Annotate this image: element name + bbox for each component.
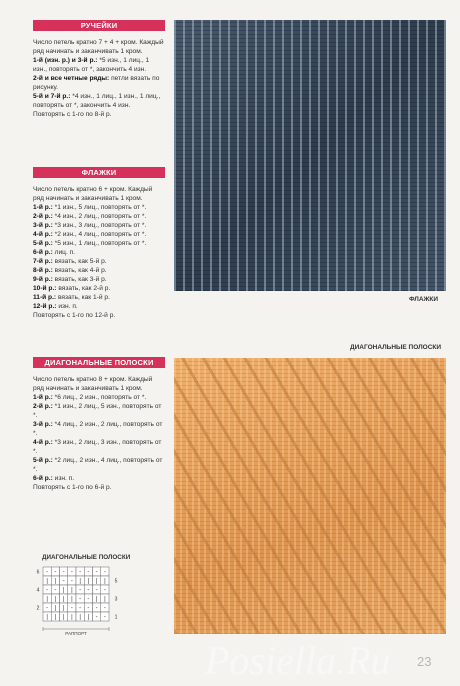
row-text: изн. п. xyxy=(52,475,75,482)
chart-symbol: | xyxy=(79,578,81,585)
chart-symbol: - xyxy=(79,587,82,594)
chart-symbol: - xyxy=(87,587,90,594)
instruction-line xyxy=(33,248,165,257)
instruction-line xyxy=(33,474,165,483)
instruction-line xyxy=(33,275,165,284)
instruction-line xyxy=(33,92,165,110)
chart-title: ДИАГОНАЛЬНЫЕ ПОЛОСКИ xyxy=(42,554,131,561)
chart-symbol: | xyxy=(54,578,57,585)
row-text: Повторять с 1-го по 12-й р. xyxy=(33,312,116,319)
row-label: 1-й (изн. р.) и 3-й р.: xyxy=(33,57,98,64)
chart-symbol: | xyxy=(46,578,48,585)
row-text: вязать, как 4-й р. xyxy=(52,267,107,274)
instruction-line xyxy=(33,420,165,438)
row-text: вязать, как 1-й р. xyxy=(56,294,110,301)
chart-symbol: | xyxy=(54,596,57,603)
row-text: вязать, как 5-й р. xyxy=(52,258,107,265)
instruction-line xyxy=(33,284,165,293)
repeat-label: РАППОРТ xyxy=(65,631,87,636)
row-number-right: 1 xyxy=(114,614,118,621)
instruction-line xyxy=(33,221,165,230)
row-label: 5-й и 7-й р.: xyxy=(33,93,71,100)
section-diagonal xyxy=(33,357,165,492)
row-label: 10-й р.: xyxy=(33,285,57,292)
row-text: *4 изн., 2 лиц., повторять от *. xyxy=(52,213,147,220)
chart-symbol: | xyxy=(62,596,65,603)
row-text: *1 изн., 2 лиц., 5 изн., повторять от *. xyxy=(33,403,162,419)
row-number-left: 6 xyxy=(36,569,40,576)
instruction-line xyxy=(33,438,165,456)
row-text: *2 лиц., 2 изн., 4 лиц., повторять от *. xyxy=(33,457,163,473)
chart-symbol: - xyxy=(103,587,106,594)
chart-symbol: | xyxy=(62,614,65,621)
row-text: Число петель кратно 8 + кром. Каждый ряд начинать и заканчивать 1 кром. xyxy=(33,376,153,392)
row-label: 5-й р.: xyxy=(33,457,53,464)
row-label: 6-й р.: xyxy=(33,249,53,256)
chart-symbol: - xyxy=(95,569,98,576)
section-instructions xyxy=(33,185,165,320)
instruction-line xyxy=(33,375,165,393)
chart-symbol: | xyxy=(46,596,48,603)
row-number-right: 5 xyxy=(114,578,118,585)
row-label: 5-й р.: xyxy=(33,240,53,247)
chart-symbol: | xyxy=(87,614,90,621)
chart-symbol: - xyxy=(95,605,98,612)
row-text: *1 изн., 5 лиц., повторять от *. xyxy=(52,204,147,211)
row-text: петли вязать по рисунку. xyxy=(33,75,160,91)
chart-symbol: - xyxy=(54,587,57,594)
row-text: Число петель кратно 6 + кром. Каждый ряд начинать и заканчивать 1 кром. xyxy=(33,186,153,202)
chart-symbol: | xyxy=(71,614,73,621)
chart-symbol: | xyxy=(54,605,57,612)
instruction-line xyxy=(33,203,165,212)
row-label: 1-й р.: xyxy=(33,204,53,211)
instruction-line xyxy=(33,74,165,92)
chart-symbol: | xyxy=(62,587,65,594)
instruction-line xyxy=(33,293,165,302)
chart-symbol: - xyxy=(70,578,73,585)
row-label: 9-й р.: xyxy=(33,276,53,283)
instruction-line xyxy=(33,257,165,266)
instruction-line xyxy=(33,483,165,492)
chart-symbol: - xyxy=(103,605,106,612)
section-heading: РУЧЕЙКИ xyxy=(33,20,165,31)
section-heading: ФЛАЖКИ xyxy=(33,167,165,178)
instruction-line xyxy=(33,393,165,402)
chart-symbol: - xyxy=(87,569,90,576)
photo-caption-diagonal: ДИАГОНАЛЬНЫЕ ПОЛОСКИ xyxy=(350,344,442,351)
chart-symbol: - xyxy=(62,578,65,585)
row-label: 7-й р.: xyxy=(33,258,53,265)
instruction-line xyxy=(33,456,165,474)
section-rucheyki xyxy=(33,20,165,119)
row-text: вязать, как 3-й р. xyxy=(52,276,107,283)
chart-symbol: - xyxy=(62,569,65,576)
row-text: изн. п. xyxy=(56,303,78,310)
instruction-line xyxy=(33,239,165,248)
chart-symbol: | xyxy=(71,596,73,603)
knit-sample-photo-flazhki xyxy=(174,20,446,291)
chart-symbol: - xyxy=(87,605,90,612)
row-label: 3-й р.: xyxy=(33,222,53,229)
instruction-line xyxy=(33,302,165,311)
instruction-line xyxy=(33,402,165,420)
section-instructions xyxy=(33,375,165,492)
chart-symbol: | xyxy=(95,596,98,603)
chart-symbol: - xyxy=(46,587,49,594)
row-text: *4 лиц., 2 изн., 2 лиц., повторять от *. xyxy=(33,421,163,437)
row-text: лиц. п. xyxy=(52,249,76,256)
chart-symbol: - xyxy=(70,569,73,576)
instruction-line xyxy=(33,311,165,320)
chart-symbol: | xyxy=(87,578,90,585)
instruction-line xyxy=(33,212,165,221)
chart-symbol: - xyxy=(87,596,90,603)
row-text: *3 изн., 3 лиц., повторять от *. xyxy=(52,222,147,229)
row-text: *2 изн., 4 лиц., повторять от *. xyxy=(52,231,147,238)
chart-symbol: - xyxy=(46,569,49,576)
instruction-line xyxy=(33,185,165,203)
section-instructions xyxy=(33,38,165,119)
instruction-line xyxy=(33,38,165,56)
instruction-line xyxy=(33,110,165,119)
page-number: 23 xyxy=(417,654,432,669)
row-label: 11-й р.: xyxy=(33,294,57,301)
row-text: *6 лиц., 2 изн., повторять от *. xyxy=(52,394,147,401)
row-number-left: 4 xyxy=(36,587,40,594)
row-text: Число петель кратно 7 + 4 + кром. Каждый ряд начинать и заканчивать 1 кром. xyxy=(33,39,164,55)
watermark-logo xyxy=(195,628,460,686)
instruction-line xyxy=(33,56,165,74)
row-text: вязать, как 2-й р. xyxy=(56,285,111,292)
chart-symbol: - xyxy=(54,569,57,576)
row-number-right: 3 xyxy=(114,596,118,603)
row-text: Повторять с 1-го по 8-й р. xyxy=(33,111,112,118)
instruction-line xyxy=(33,266,165,275)
row-label: 2-й р.: xyxy=(33,403,53,410)
chart-symbol: - xyxy=(79,596,82,603)
chart-symbol: - xyxy=(70,605,73,612)
watermark-text: Posiella.Ru xyxy=(205,638,391,683)
row-text: *4 изн., 1 лиц., 1 изн., 1 лиц., повторять от *, закончить 4 изн. xyxy=(33,93,161,109)
row-label: 8-й р.: xyxy=(33,267,53,274)
chart-symbol: | xyxy=(79,614,81,621)
chart-symbol: - xyxy=(103,569,106,576)
row-label: 1-й р.: xyxy=(33,394,53,401)
chart-symbol: - xyxy=(95,587,98,594)
instruction-line xyxy=(33,230,165,239)
chart-symbol: - xyxy=(95,614,98,621)
chart-symbol: | xyxy=(95,578,98,585)
row-label: 3-й р.: xyxy=(33,421,53,428)
row-label: 6-й р.: xyxy=(33,475,53,482)
row-label: 4-й р.: xyxy=(33,231,53,238)
chart-symbol: | xyxy=(46,614,48,621)
section-flazhki xyxy=(33,167,165,320)
row-text: *5 изн., 1 лиц., 1 изн., повторять от *, закончить 4 изн. xyxy=(33,57,150,73)
section-heading: ДИАГОНАЛЬНЫЕ ПОЛОСКИ xyxy=(33,357,165,368)
row-label: 2-й и все четные ряды: xyxy=(33,75,110,82)
chart-symbol: - xyxy=(46,605,49,612)
row-label: 2-й р.: xyxy=(33,213,53,220)
photo-caption-flazhki: ФЛАЖКИ xyxy=(409,296,439,303)
row-text: Повторять с 1-го по 6-й р. xyxy=(33,484,112,491)
row-label: 12-й р.: xyxy=(33,303,57,310)
chart-symbol: - xyxy=(79,569,82,576)
chart-symbol: | xyxy=(104,578,106,585)
knitting-chart xyxy=(33,563,133,643)
chart-symbol: | xyxy=(62,605,65,612)
chart-symbol: - xyxy=(103,614,106,621)
chart-symbol: | xyxy=(104,596,106,603)
row-number-left: 2 xyxy=(36,605,40,612)
row-text: *3 изн., 2 лиц., 3 изн., повторять от *. xyxy=(33,439,162,455)
chart-symbol: | xyxy=(71,587,73,594)
knit-sample-photo-diagonal xyxy=(174,358,446,634)
row-text: *5 изн., 1 лиц., повторять от *. xyxy=(52,240,147,247)
row-label: 4-й р.: xyxy=(33,439,53,446)
chart-symbol: - xyxy=(79,605,82,612)
chart-symbol: | xyxy=(54,614,57,621)
